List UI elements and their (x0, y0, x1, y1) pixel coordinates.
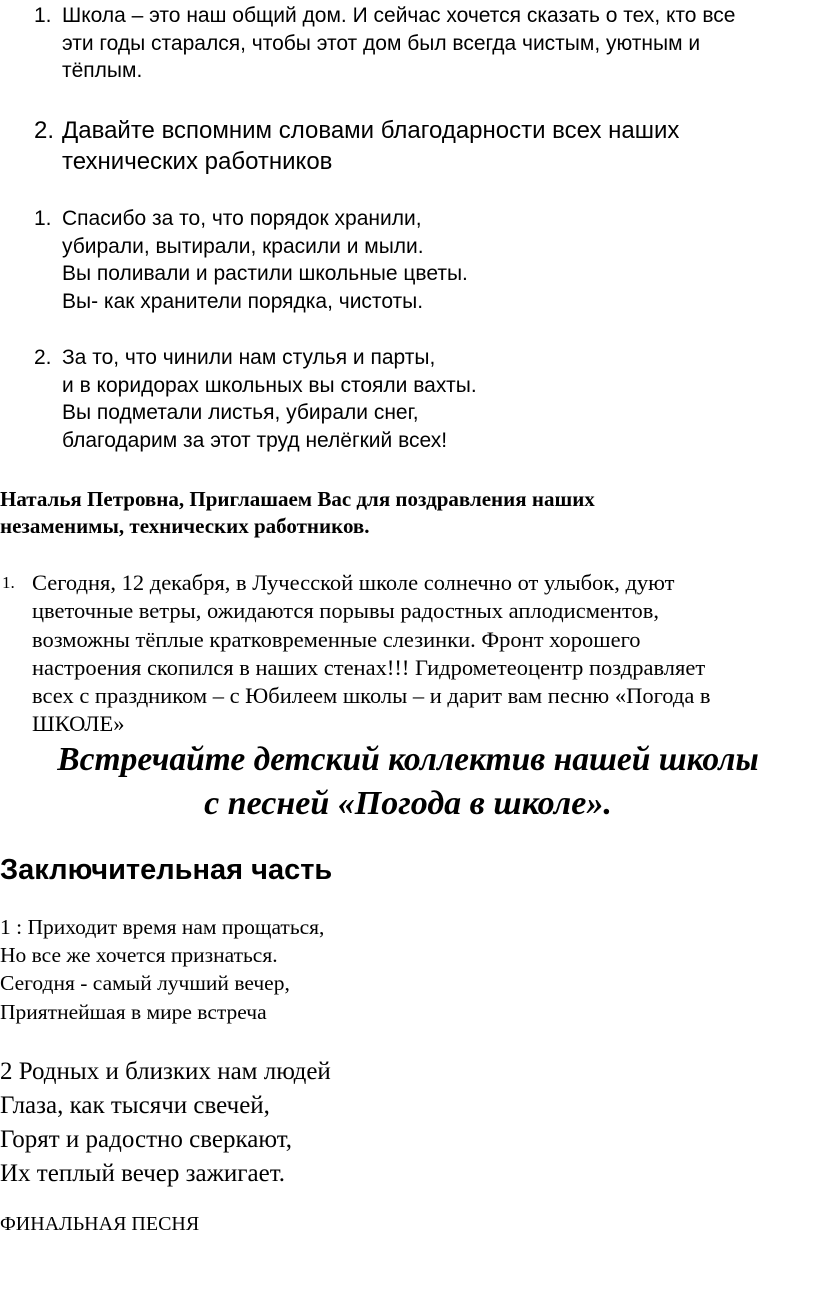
call-number: 2. (34, 117, 55, 144)
call-text (62, 115, 802, 177)
poem-line: убирали, вытирали, красили и мыли. (62, 234, 424, 258)
farewell-line: Сегодня - самый лучший вечер, (0, 971, 290, 996)
forecast-line: Сегодня, 12 декабря, в Лучесской школе солнечно от улыбок, дуют (32, 570, 675, 595)
farewell-line: Их теплый вечер зажигает. (0, 1160, 286, 1187)
intro-number: 1. (34, 4, 52, 27)
forecast-number: 1. (2, 573, 15, 592)
intro-line: Школа – это наш общий дом. И сейчас хочется сказать о тех, кто все (62, 4, 736, 27)
song-announcement (0, 738, 816, 826)
farewell-stanza-2 (0, 1055, 331, 1191)
poem2-number: 2. (34, 346, 52, 369)
forecast-line: настроения скопился в наших стенах!!! Гидрометеоцентр поздравляет (32, 654, 706, 680)
poem-line: благодарим за этот труд нелёгкий всех! (62, 428, 448, 452)
forecast-line: возможны тёплые кратковременные слезинки. Фронт хорошего (32, 626, 641, 652)
poem2-text (62, 344, 802, 454)
farewell-line: Приятнейшая в мире встреча (0, 999, 267, 1024)
forecast-line: цветочные ветры, ожидаются порывы радостных аплодисментов, (32, 598, 660, 624)
intro-line: эти годы старался, чтобы этот дом был всегда чистым, уютным и (62, 31, 701, 55)
farewell-line: Горят и радостно сверкают, (0, 1126, 293, 1153)
final-heading: Заключительная часть (0, 854, 333, 886)
poem-line: Вы поливали и растили школьные цветы. (62, 262, 468, 285)
poem-line: За то, что чинили нам стулья и парты, (62, 346, 436, 369)
poem1-text (62, 205, 802, 315)
farewell-line: 2 Родных и близких нам людей (0, 1058, 331, 1085)
poem-line: Спасибо за то, что порядок хранили, (62, 207, 422, 230)
intro-line: тёплым. (62, 59, 143, 82)
call-line: Давайте вспомним словами благодарности всех наших (62, 117, 680, 144)
invitation-line: Наталья Петровна, Приглашаем Вас для поздравления наших (0, 487, 595, 511)
forecast-text (32, 569, 772, 739)
poem-line: и в коридорах школьных вы стояли вахты. (62, 373, 477, 397)
forecast-line: всех с праздником – с Юбилеем школы – и дарит вам песню «Погода в (32, 683, 711, 709)
poem-line: Вы- как хранители порядка, чистоты. (62, 289, 424, 313)
call-line: технических работников (62, 148, 333, 175)
poem-line: Вы подметали листья, убирали снег, (62, 401, 419, 424)
invitation-paragraph (0, 486, 595, 540)
announcement-line: с песней «Погода в школе». (204, 785, 612, 822)
intro-text (62, 2, 802, 85)
forecast-line: ШКОЛЕ» (32, 711, 125, 737)
poem1-number: 1. (34, 207, 52, 230)
farewell-line: Глаза, как тысячи свечей, (0, 1092, 270, 1119)
invitation-line: незаменимы, технических работников. (0, 514, 370, 538)
farewell-stanza-1 (0, 913, 324, 1026)
final-song-label: ФИНАЛЬНАЯ ПЕСНЯ (0, 1213, 200, 1235)
announcement-line: Встречайте детский коллектив нашей школы (57, 741, 759, 778)
farewell-line: Но все же хочется признаться. (0, 943, 278, 968)
farewell-line: 1 : Приходит время нам прощаться, (0, 915, 325, 939)
